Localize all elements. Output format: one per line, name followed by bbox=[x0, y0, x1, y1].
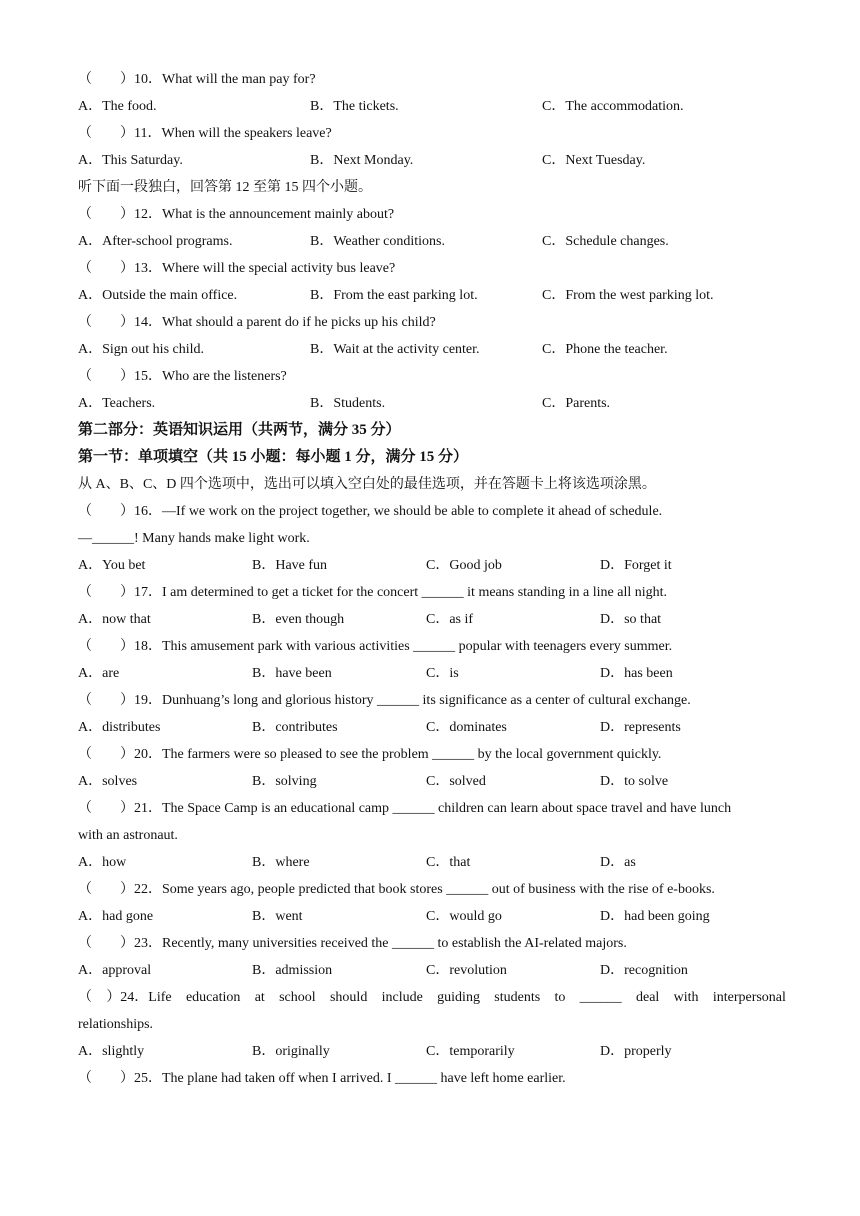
options-row bbox=[78, 282, 786, 309]
option-c: C．temporarily bbox=[426, 1044, 515, 1059]
option-b: B．Have fun bbox=[252, 558, 328, 573]
option-b: B．contributes bbox=[252, 720, 338, 735]
option-c: C．Schedule changes. bbox=[542, 234, 669, 249]
instruction-text: 听下面一段独白，回答第 12 至第 15 四个小题。 bbox=[78, 180, 372, 195]
exam-page bbox=[78, 66, 786, 1092]
question-stem: （ ）17．I am determined to get a ticket for the concert ______ it means standing in a line all night. bbox=[78, 585, 668, 600]
option-b: B．The tickets. bbox=[310, 99, 399, 114]
option-b: B．Wait at the activity center. bbox=[310, 342, 480, 357]
option-c: C．is bbox=[426, 666, 459, 681]
question-stem: （ ）10．What will the man pay for? bbox=[78, 72, 316, 87]
option-b: B．admission bbox=[252, 963, 333, 978]
stem-word: to bbox=[554, 990, 566, 1005]
option-c: C．would go bbox=[426, 909, 502, 924]
option-d: D．has been bbox=[600, 666, 673, 681]
stem-word: ______ bbox=[579, 990, 622, 1005]
option-b: B．originally bbox=[252, 1044, 330, 1059]
question-stem: （ ）15．Who are the listeners? bbox=[78, 369, 287, 384]
question-stem: （ ）23．Recently, many universities received the ______ to establish the AI-related majors. bbox=[78, 936, 627, 951]
section-heading: 第一节：单项填空（共 15 小题：每小题 1 分，满分 15 分） bbox=[78, 449, 469, 465]
stem-word: ）24．Life bbox=[106, 990, 172, 1005]
section-heading: 第二部分：英语知识运用（共两节，满分 35 分） bbox=[78, 422, 401, 438]
option-a: A．Sign out his child. bbox=[78, 342, 205, 357]
option-d: D．as bbox=[600, 855, 636, 870]
instruction-text: —______! Many hands make light work. bbox=[78, 531, 310, 546]
question-stem: （ ）21．The Space Camp is an educational camp ______ children can learn about space travel and have lunch bbox=[78, 801, 732, 816]
stem-word: school bbox=[279, 990, 316, 1005]
option-c: C．solved bbox=[426, 774, 486, 789]
option-c: C．revolution bbox=[426, 963, 507, 978]
option-c: C．dominates bbox=[426, 720, 507, 735]
stem-word: （ bbox=[78, 990, 92, 1005]
option-b: B．even though bbox=[252, 612, 345, 627]
options-row bbox=[78, 714, 786, 741]
option-d: D．so that bbox=[600, 612, 662, 627]
option-d: D．to solve bbox=[600, 774, 669, 789]
options-row bbox=[78, 849, 786, 876]
option-a: A．approval bbox=[78, 963, 152, 978]
stem-word: guiding bbox=[437, 990, 480, 1005]
option-a: A．Outside the main office. bbox=[78, 288, 238, 303]
options-row bbox=[78, 552, 786, 579]
option-d: D．represents bbox=[600, 720, 681, 735]
stem-word: interpersonal bbox=[712, 990, 786, 1005]
option-a: A．slightly bbox=[78, 1044, 145, 1059]
options-row bbox=[78, 228, 786, 255]
options-row bbox=[78, 390, 786, 417]
question-stem: （ ）14．What should a parent do if he picks up his child? bbox=[78, 315, 436, 330]
option-c: C．The accommodation. bbox=[542, 99, 684, 114]
stem-word: students bbox=[494, 990, 541, 1005]
option-a: A．This Saturday. bbox=[78, 153, 183, 168]
stem-word: deal bbox=[635, 990, 660, 1005]
stem-word: include bbox=[381, 990, 423, 1005]
options-row bbox=[78, 903, 786, 930]
option-b: B．Weather conditions. bbox=[310, 234, 445, 249]
option-d: D．properly bbox=[600, 1044, 672, 1059]
option-a: A．solves bbox=[78, 774, 138, 789]
option-b: B．Students. bbox=[310, 396, 386, 411]
option-a: A．are bbox=[78, 666, 120, 681]
instruction-text: 从 A、B、C、D 四个选项中，选出可以填入空白处的最佳选项，并在答题卡上将该选项涂黑。 bbox=[78, 477, 656, 492]
question-stem: （ ）12．What is the announcement mainly about? bbox=[78, 207, 395, 222]
options-row bbox=[78, 1038, 786, 1065]
option-a: A．had gone bbox=[78, 909, 154, 924]
option-d: D．recognition bbox=[600, 963, 688, 978]
option-c: C．Phone the teacher. bbox=[542, 342, 668, 357]
stem-word: should bbox=[329, 990, 368, 1005]
options-row bbox=[78, 660, 786, 687]
option-a: A．Teachers. bbox=[78, 396, 156, 411]
question-stem: （ ）22．Some years ago, people predicted that book stores ______ out of business with the rise of e-books. bbox=[78, 882, 715, 897]
option-b: B．solving bbox=[252, 774, 317, 789]
question-stem: （ ）11．When will the speakers leave? bbox=[78, 126, 332, 141]
options-row bbox=[78, 606, 786, 633]
option-b: B．where bbox=[252, 855, 310, 870]
option-a: A．After-school programs. bbox=[78, 234, 233, 249]
question-stem: （ ）25．The plane had taken off when I arrived. I ______ have left home earlier. bbox=[78, 1071, 566, 1086]
question-stem: （ ）18．This amusement park with various activities ______ popular with teenagers every summer. bbox=[78, 639, 673, 654]
instruction-text: with an astronaut. bbox=[78, 828, 178, 843]
stem-word: education bbox=[185, 990, 241, 1005]
option-a: A．You bet bbox=[78, 558, 146, 573]
option-a: A．The food. bbox=[78, 99, 157, 114]
instruction-text: relationships. bbox=[78, 1017, 154, 1032]
option-c: C．as if bbox=[426, 612, 474, 627]
options-row bbox=[78, 336, 786, 363]
option-d: D．Forget it bbox=[600, 558, 672, 573]
question-stem: （ ）19．Dunhuang’s long and glorious history ______ its significance as a center of cultural exchange. bbox=[78, 693, 691, 708]
question-stem: （ ）16．—If we work on the project together, we should be able to complete it ahead of schedule. bbox=[78, 504, 663, 519]
options-row bbox=[78, 768, 786, 795]
option-b: B．went bbox=[252, 909, 303, 924]
stem-word: with bbox=[673, 990, 699, 1005]
stem-word: at bbox=[254, 990, 265, 1005]
question-stem: （ ）13．Where will the special activity bus leave? bbox=[78, 261, 396, 276]
option-a: A．how bbox=[78, 855, 127, 870]
options-row bbox=[78, 147, 786, 174]
option-d: D．had been going bbox=[600, 909, 710, 924]
options-row bbox=[78, 93, 786, 120]
option-c: C．From the west parking lot. bbox=[542, 288, 714, 303]
option-c: C．Next Tuesday. bbox=[542, 153, 646, 168]
option-b: B．have been bbox=[252, 666, 332, 681]
option-a: A．distributes bbox=[78, 720, 161, 735]
option-a: A．now that bbox=[78, 612, 151, 627]
option-c: C．that bbox=[426, 855, 471, 870]
option-b: B．From the east parking lot. bbox=[310, 288, 478, 303]
option-b: B．Next Monday. bbox=[310, 153, 414, 168]
option-c: C．Good job bbox=[426, 558, 502, 573]
question-stem: （ ）20．The farmers were so pleased to see the problem ______ by the local government quickly. bbox=[78, 747, 662, 762]
options-row bbox=[78, 957, 786, 984]
question-stem bbox=[78, 984, 786, 1011]
option-c: C．Parents. bbox=[542, 396, 611, 411]
